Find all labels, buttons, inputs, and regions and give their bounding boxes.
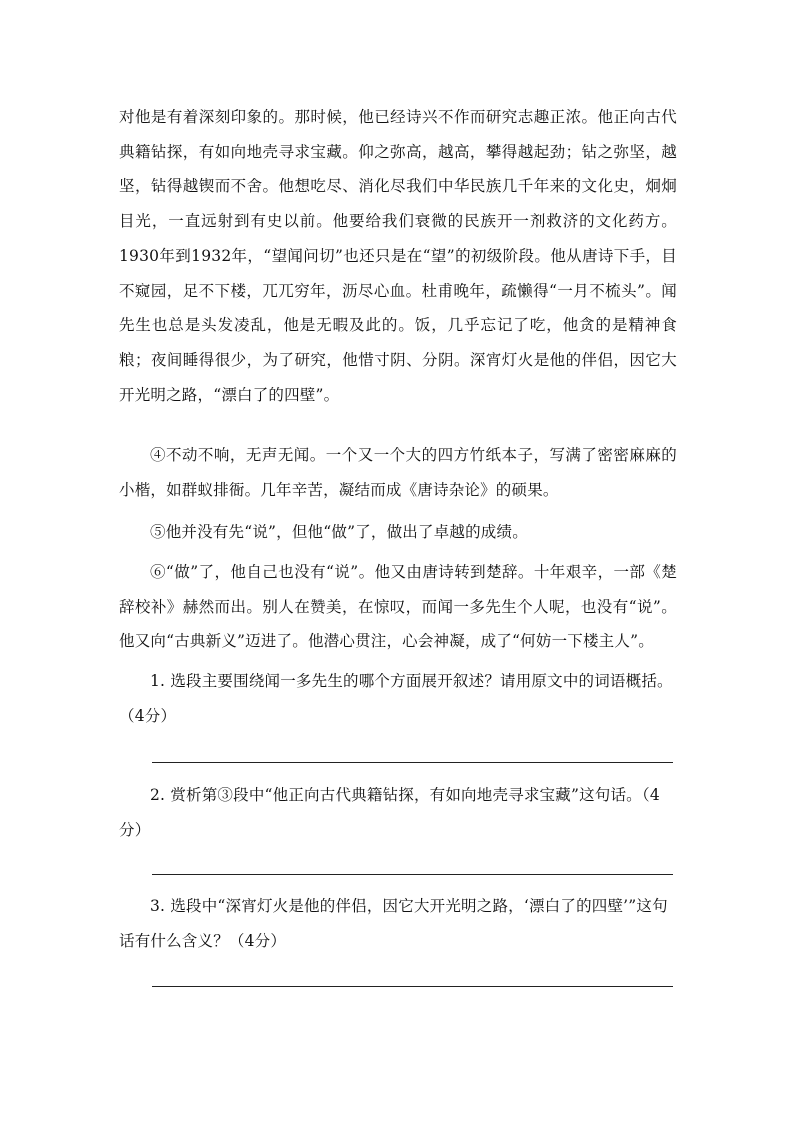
paragraph-6	[119, 555, 677, 659]
question-3	[119, 889, 679, 958]
question-1-text: 1. 选段主要围绕闻一多先生的哪个方面展开叙述？请用原文中的词语概括。（4分）	[119, 672, 673, 725]
paragraph-3-text: 对他是有着深刻印象的。那时候，他已经诗兴不作而研究志趣正浓。他正向古代典籍钻探，有如向地壳寻求宝藏。仰之弥高，越高，攀得越起劲；钻之弥坚，越坚，钻得越锲而不舍。他想吃尽、消化尽我们中华民族几千年来的文化史，炯炯目光，一直远射到有史以前。他要给我们衰微的民族开一剂救济的文化药方。1930年到1932年，“望闻问切”也还只是在“望”的初级阶段。他从唐诗下手，目不窥园，足不下楼，兀兀穷年，沥尽心血。杜甫晚年，疏懒得“一月不梳头”。闻先生也总是头发凌乱，他是无暇及此的。饭，几乎忘记了吃，他贪的是精神食粮；夜间睡得很少，为了研究，他惜寸阴、分阴。深宵灯火是他的伴侣，因它大开光明之路，“漂白了的四壁”。	[119, 108, 677, 404]
paragraph-6-text: ⑥“做”了，他自己也没有“说”。他又由唐诗转到楚辞。十年艰辛，一部《楚辞校补》赫然而出。别人在赞美，在惊叹，而闻一多先生个人呢，也没有“说”。他又向“古典新义”迈进了。他潜心贯注，心会神凝，成了“何妨一下楼主人”。	[119, 563, 677, 651]
question-1	[119, 664, 679, 733]
question-2	[119, 778, 679, 847]
paragraph-5	[119, 515, 677, 550]
paragraph-3-continued	[119, 100, 677, 412]
question-2-text: 2. 赏析第③段中“他正向古代典籍钻探，有如向地壳寻求宝藏”这句话。（4分）	[119, 786, 660, 839]
answer-line-2[interactable]	[152, 874, 673, 875]
paragraph-4-text: ④不动不响，无声无闻。一个又一个大的四方竹纸本子，写满了密密麻麻的小楷，如群蚁排衙。几年辛苦，凝结而成《唐诗杂论》的硕果。	[119, 446, 677, 499]
answer-line-1[interactable]	[152, 762, 673, 763]
answer-line-3[interactable]	[152, 986, 673, 987]
paragraph-5-text: ⑤他并没有先“说”，但他“做”了，做出了卓越的成绩。	[150, 523, 528, 541]
paragraph-4	[119, 438, 677, 507]
question-3-text: 3. 选段中“深宵灯火是他的伴侣，因它大开光明之路，‘漂白了的四壁’”这句话有什么含义？（4分）	[119, 897, 668, 950]
